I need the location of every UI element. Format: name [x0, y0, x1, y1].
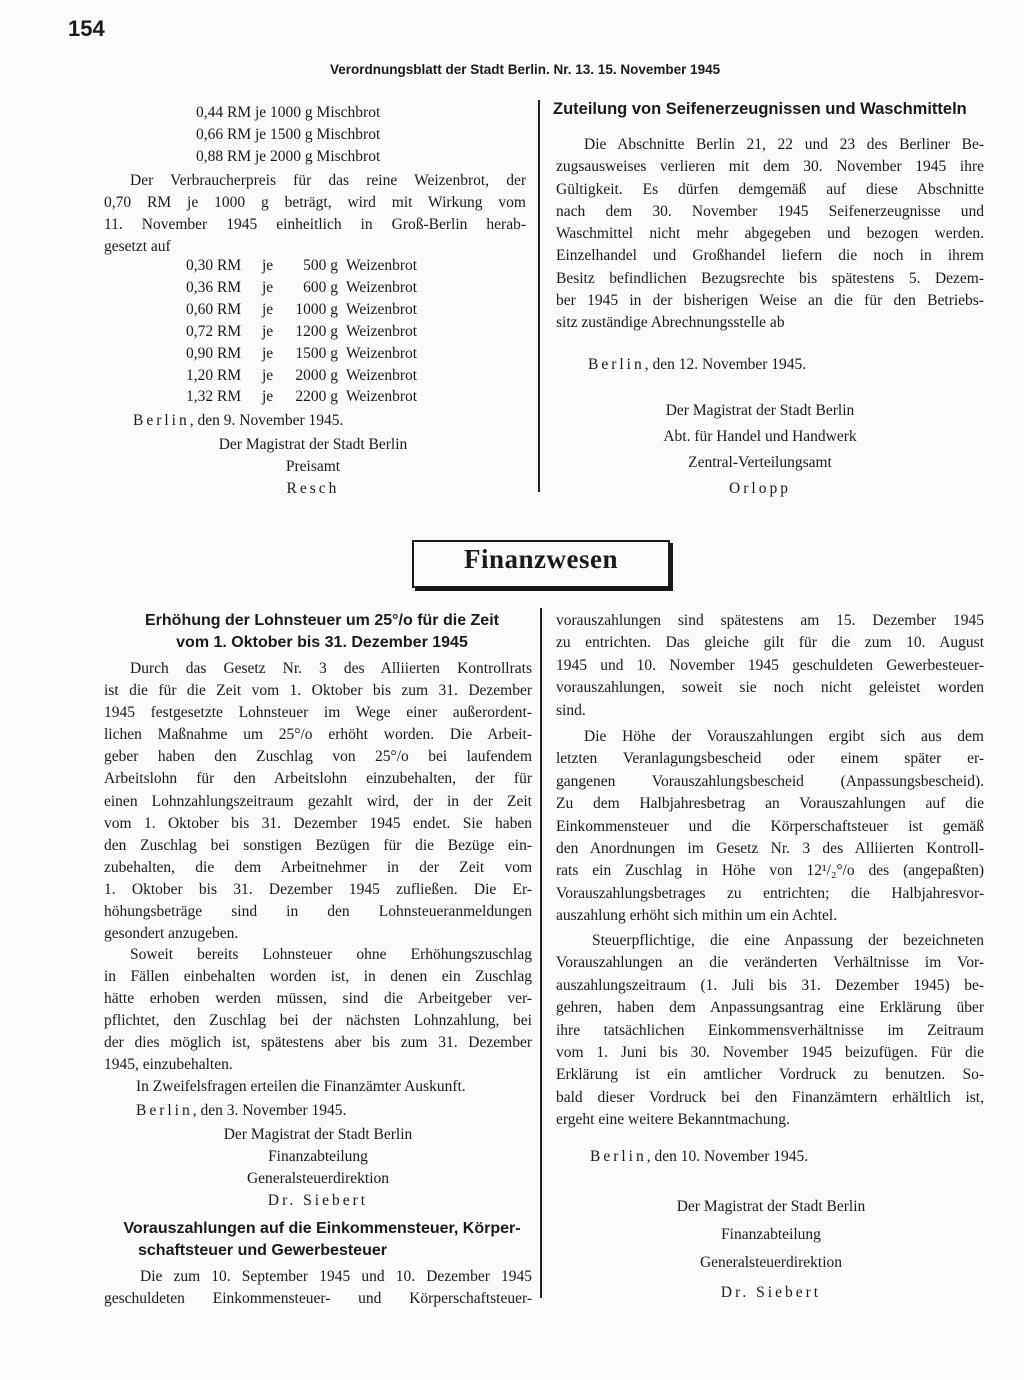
right-paragraph-1: vorauszahlungen sind spätestens am 15. Dezember 1945 zu entrichten. Das gleiche gilt für die zum 10. August 1945 und 10. November 1945 geschuldeten Gewerbesteuer- vorauszahlungen, soweit sie noch nicht geleistet worden sind.: [556, 612, 984, 719]
right-paragraph-3: Steuerpflichtige, die eine Anpassung der bezeichneten Vorauszahlungen an die veränderten Verhältnisse im Vor- auszahlungszeitraum (1. Juli bis 31. Dezember 1945) be- gehren, haben dem Anpassungsantrag eine Erklärung über ihre tatsächlichen Einkommensverhältnisse im Zeitraum vom 1. Juni bis 30. November 1945 beizufügen. Für die Erklärung ist ein amtlicher Vordruck zu benutzen. So- bald dieser Vordruck bei den Finanzämtern erhältlich ist, ergeht eine weitere Bekanntmachung.: [556, 932, 984, 1129]
price-amount: 0,60 RM: [186, 300, 242, 318]
price-line: 0,88 RM je 2000 g Mischbrot: [196, 148, 381, 165]
price-item: Weizenbrot: [346, 366, 418, 384]
price-amount: 0,36 RM: [186, 278, 242, 296]
signature-office: Generalsteuerdirektion: [699, 1254, 843, 1271]
signature-authority: Der Magistrat der Stadt Berlin: [665, 402, 855, 419]
price-je: je: [262, 300, 274, 318]
price-je: je: [262, 257, 274, 274]
column-divider: [538, 100, 540, 492]
signature-authority: Der Magistrat der Stadt Berlin: [218, 436, 408, 453]
lohnsteuer-paragraph-1: Durch das Gesetz Nr. 3 des Alliierten Kontrollrats ist die für die Zeit vom 1. Oktober bis zum 31. Dezember 1945 festgesetzte Lohnsteuer im Wege einer außerordent- lichen Maßnahme um 25°/o erhöht worden. Die Arbeit- geber haben den Zuschlag von 25°/o bei laufendem Arbeitslohn für den Arbeitslohn einzubehalten, der für einen Lohnzahlungszeitraum gezahlt wird, der in der Zeit vom 1. Oktober bis 31. Dezember 1945 endet. Sie haben den Zuschlag bei sonstigen Bezügen für die Bezüge ein- zubehalten, die dem Arbeitnehmer in der Zeit vom 1. Oktober bis 31. Dezember 1945 zufließen. Die Er- höhungsbeträge sind in den Lohnsteueranmeldungen gesondert anzugeben.: [104, 660, 532, 943]
date-line: Berlin, den 10. November 1945.: [590, 1148, 809, 1165]
price-item: Weizenbrot: [346, 278, 418, 296]
signature-office: Generalsteuerdirektion: [246, 1170, 390, 1187]
column-divider: [540, 608, 542, 1298]
price-item: Weizenbrot: [346, 322, 418, 340]
price-amount: 1,32 RM: [186, 388, 242, 406]
signature-name: Dr. Siebert: [267, 1192, 369, 1209]
date-line: Berlin, den 9. November 1945.: [133, 412, 344, 429]
price-weight: 1000 g: [295, 300, 338, 318]
signature-authority: Der Magistrat der Stadt Berlin: [223, 1126, 413, 1143]
signature-department: Preisamt: [285, 458, 341, 475]
article-title: vom 1. Oktober bis 31. Dezember 1945: [176, 634, 468, 651]
signature-name: Dr. Siebert: [720, 1284, 822, 1301]
running-title: Verordnungsblatt der Stadt Berlin. Nr. 13. 15. November 1945: [330, 62, 721, 77]
price-item: Weizenbrot: [346, 344, 418, 362]
price-weight: 2200 g: [295, 388, 338, 406]
price-je: je: [262, 366, 274, 384]
signature-department: Finanzabteilung: [721, 1226, 821, 1243]
signature-name: Orlopp: [729, 480, 791, 497]
section-heading: Zuteilung von Seifenerzeugnissen und Waschmitteln: [553, 100, 967, 118]
lohnsteuer-paragraph-3: In Zweifelsfragen erteilen die Finanzämter Auskunft.: [136, 1078, 466, 1095]
price-item: Weizenbrot: [346, 388, 418, 406]
price-weight: 1500 g: [295, 344, 338, 362]
date-line: Berlin, den 3. November 1945.: [136, 1102, 347, 1119]
price-weight: 1200 g: [295, 322, 338, 340]
section-title: Finanzwesen: [464, 544, 618, 574]
vorauszahlungen-intro: Die zum 10. September 1945 und 10. Dezember 1945 geschuldeten Einkommensteuer- und Körperschaftsteuer-: [104, 1268, 532, 1307]
price-weight: 2000 g: [295, 366, 338, 384]
price-je: je: [262, 344, 274, 362]
seife-paragraph: Die Abschnitte Berlin 21, 22 und 23 des Berliner Be- zugsausweises verlieren mit dem 30. November 1945 ihre Gültigkeit. Es dürfen demgemäß auf diese Abschnitte nach dem 30. November 1945 Seifenerzeugnisse und Waschmittel nicht mehr abgegeben und bezogen werden. Einzelhandel und Großhandel liefern die noch in ihrem Besitz befindlichen Bezugsrechte bis spätestens 5. Dezem- ber 1945 in der bisherigen Weise an die für den Betriebs- sitz zuständige Abrechnungsstelle ab: [556, 136, 984, 332]
price-weight: 600 g: [303, 278, 338, 296]
price-line: 0,66 RM je 1500 g Mischbrot: [196, 126, 381, 143]
page-number: 154: [68, 16, 105, 41]
article-title: Vorauszahlungen auf die Einkommensteuer, Körper-: [123, 1220, 521, 1237]
article-title: Erhöhung der Lohnsteuer um 25°/o für die Zeit: [145, 612, 499, 629]
weizen-intro-paragraph: Der Verbraucherpreis für das reine Weizenbrot, der 0,70 RM je 1000 g beträgt, wird mit Wirkung vom 11. November 1945 einheitlich in Groß-Berlin herab- gesetzt auf: [104, 172, 526, 255]
signature-office: Zentral-Verteilungsamt: [688, 454, 832, 471]
price-je: je: [262, 278, 274, 296]
signature-department: Abt. für Handel und Handwerk: [663, 428, 857, 445]
right-paragraph-2: Die Höhe der Vorauszahlungen ergibt sich aus dem letzten Veranlagungsbescheid oder einem später er- gangenen Vorauszahlungsbescheid (Anpassungsbescheid). Zu dem Halbjahresbetrag an Vorauszahlungen auf die Einkommensteuer und die Körperschaftsteuer ist gemäß den Anordnungen im Gesetz Nr. 3 des Alliierten Kontroll- rats ein Zuschlag in Höhe von 12¹/₂°/o des (angepaßten) Vorauszahlungsbetrages zu entrichten; die Halbjahresvor- auszahlung erhöht sich mithin um ein Achtel.: [556, 728, 984, 925]
price-line: 0,44 RM je 1000 g Mischbrot: [196, 104, 381, 121]
date-line: Berlin, den 12. November 1945.: [588, 356, 807, 373]
price-je: je: [262, 322, 274, 340]
price-amount: 1,20 RM: [186, 366, 242, 384]
lohnsteuer-paragraph-2: Soweit bereits Lohnsteuer ohne Erhöhungszuschlag in Fällen einbehalten worden ist, in denen ein Zuschlag hätte erhoben werden müssen, sind die Arbeitgeber ver- pflichtet, den Zuschlag bei der nächsten Lohnzahlung, bei der dies möglich ist, spätestens aber bis zum 31. Dezember 1945, einzubehalten.: [104, 946, 532, 1074]
signature-authority: Der Magistrat der Stadt Berlin: [676, 1198, 866, 1215]
article-title: schaftsteuer und Gewerbesteuer: [138, 1242, 387, 1259]
price-amount: 0,30 RM: [186, 257, 242, 274]
price-amount: 0,72 RM: [186, 322, 242, 340]
price-item: Weizenbrot: [346, 257, 418, 274]
signature-name: Resch: [286, 480, 340, 497]
price-item: Weizenbrot: [346, 300, 418, 318]
price-je: je: [262, 388, 274, 406]
signature-department: Finanzabteilung: [268, 1148, 368, 1165]
price-weight: 500 g: [303, 257, 338, 274]
price-amount: 0,90 RM: [186, 344, 242, 362]
